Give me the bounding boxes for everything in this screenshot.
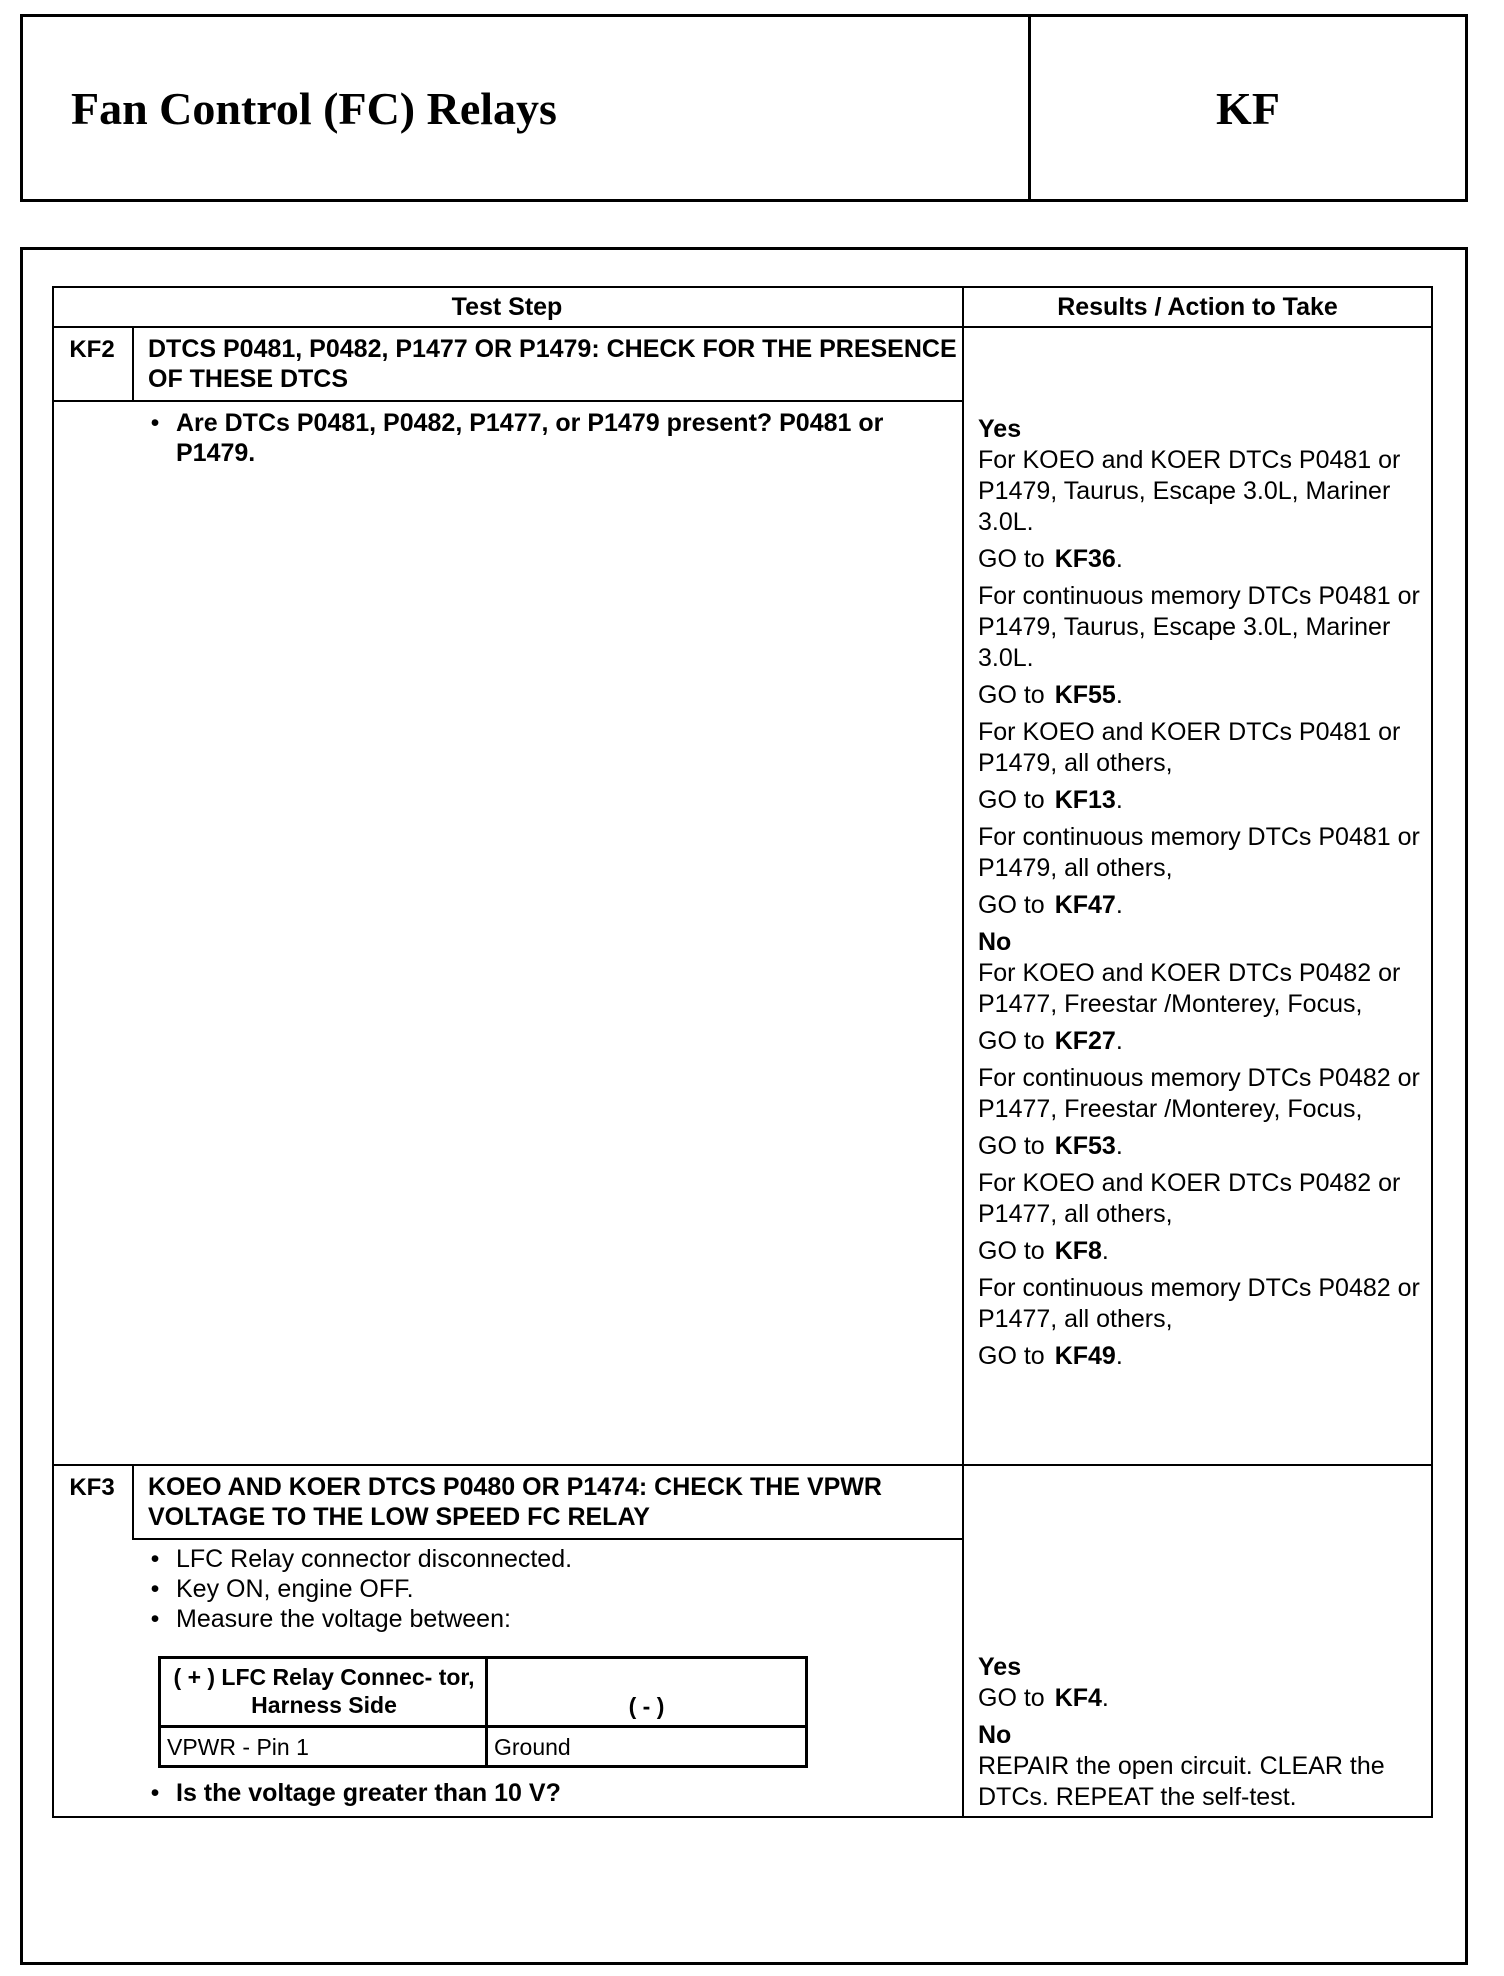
- bullet-icon: •: [150, 409, 160, 437]
- bullet-icon: •: [150, 1575, 160, 1603]
- step-id-kf2: KF2: [69, 336, 115, 363]
- goto-line: [978, 1131, 1426, 1162]
- result-text: For KOEO and KOER DTCs P0481 or P1479, all others,: [978, 718, 1401, 777]
- list-item: [134, 1574, 954, 1604]
- result-text: For KOEO and KOER DTCs P0482 or P1477, all others,: [978, 1169, 1401, 1228]
- result-text: For continuous memory DTCs P0481 or P1479, all others,: [978, 823, 1420, 882]
- measurement-table: [158, 1656, 808, 1768]
- goto-text: GO to: [978, 1132, 1045, 1160]
- list-item: [134, 1778, 954, 1808]
- no-text: REPAIR the open circuit. CLEAR the DTCs. REPEAT the self-test.: [978, 1752, 1385, 1811]
- meas-negative: Ground: [494, 1734, 571, 1760]
- no-label: No: [978, 1721, 1012, 1749]
- yes-label: Yes: [978, 415, 1022, 443]
- bullet-text: LFC Relay connector disconnected.: [176, 1545, 573, 1573]
- yes-label: Yes: [978, 1653, 1022, 1681]
- goto-line: [978, 785, 1426, 816]
- section-code: KF: [1028, 17, 1465, 199]
- goto-end: .: [1115, 1342, 1123, 1370]
- result-text: For continuous memory DTCs P0482 or P1477, all others,: [978, 1274, 1420, 1333]
- goto-text: GO to: [978, 1027, 1045, 1055]
- step-title-kf2: DTCS P0481, P0482, P1477 OR P1479: CHECK FOR THE PRESENCE OF THESE DTCS: [148, 335, 957, 393]
- goto-line: [978, 890, 1426, 921]
- goto-end: .: [1115, 545, 1123, 573]
- page-header: [20, 14, 1468, 202]
- results-kf2: [964, 408, 1426, 1378]
- bullet-icon: •: [150, 1779, 160, 1807]
- goto-line: [978, 1341, 1426, 1372]
- meas-positive: VPWR - Pin 1: [167, 1734, 309, 1760]
- bullet-text: Key ON, engine OFF.: [176, 1575, 414, 1603]
- column-header-test-step: Test Step: [451, 292, 563, 321]
- step-body-kf2: [134, 408, 954, 468]
- goto-text: GO to: [978, 1237, 1045, 1265]
- goto-target: KF27: [1054, 1027, 1116, 1055]
- goto-target: KF53: [1054, 1132, 1116, 1160]
- goto-line: [978, 544, 1426, 575]
- bullet-text: Measure the voltage between:: [176, 1605, 511, 1633]
- goto-text: GO to: [978, 786, 1045, 814]
- list-item: [134, 1604, 954, 1634]
- goto-target: KF55: [1054, 681, 1116, 709]
- goto-line: [978, 1683, 1426, 1714]
- goto-text: GO to: [978, 1342, 1045, 1370]
- bullet-icon: •: [150, 1545, 160, 1573]
- result-text: For continuous memory DTCs P0482 or P1477, Freestar /Monterey, Focus,: [978, 1064, 1420, 1123]
- results-kf3: [964, 1646, 1426, 1813]
- no-label: No: [978, 928, 1012, 956]
- list-item: [134, 1544, 954, 1574]
- goto-text: GO to: [978, 891, 1045, 919]
- step-title-kf3: KOEO AND KOER DTCS P0480 OR P1474: CHECK THE VPWR VOLTAGE TO THE LOW SPEED FC RELAY: [148, 1473, 882, 1531]
- goto-target: KF49: [1054, 1342, 1116, 1370]
- step-id-kf3: KF3: [69, 1474, 115, 1501]
- yes-results: [978, 445, 1426, 921]
- goto-text: GO to: [978, 1684, 1045, 1712]
- goto-target: KF36: [1054, 545, 1116, 573]
- result-text: For continuous memory DTCs P0481 or P1479, Taurus, Escape 3.0L, Mariner 3.0L.: [978, 582, 1420, 672]
- goto-target: KF8: [1054, 1237, 1102, 1265]
- result-text: For KOEO and KOER DTCs P0482 or P1477, Freestar /Monterey, Focus,: [978, 959, 1401, 1018]
- goto-target: KF4: [1054, 1684, 1102, 1712]
- step-question: Is the voltage greater than 10 V?: [176, 1779, 561, 1807]
- goto-target: KF47: [1054, 891, 1116, 919]
- step-body-kf3: [134, 1544, 954, 1634]
- goto-line: [978, 1026, 1426, 1057]
- page-title: Fan Control (FC) Relays: [71, 82, 557, 134]
- goto-end: .: [1115, 681, 1123, 709]
- goto-target: KF13: [1054, 786, 1116, 814]
- column-header-results: Results / Action to Take: [1057, 292, 1338, 321]
- goto-end: .: [1101, 1237, 1109, 1265]
- goto-line: [978, 680, 1426, 711]
- list-item: [134, 408, 954, 468]
- goto-line: [978, 1236, 1426, 1267]
- goto-end: .: [1115, 786, 1123, 814]
- goto-end: .: [1115, 891, 1123, 919]
- goto-text: GO to: [978, 681, 1045, 709]
- bullet-icon: •: [150, 1605, 160, 1633]
- result-text: For KOEO and KOER DTCs P0481 or P1479, Taurus, Escape 3.0L, Mariner 3.0L.: [978, 446, 1401, 536]
- meas-header-positive: ( + ) LFC Relay Connec- tor, Harness Side: [173, 1664, 475, 1718]
- step-question-kf3: [134, 1778, 954, 1808]
- goto-end: .: [1115, 1027, 1123, 1055]
- goto-end: .: [1101, 1684, 1109, 1712]
- no-results: [978, 958, 1426, 1372]
- goto-text: GO to: [978, 545, 1045, 573]
- step-question: Are DTCs P0481, P0482, P1477, or P1479 present? P0481 or P1479.: [176, 409, 884, 467]
- goto-end: .: [1115, 1132, 1123, 1160]
- meas-header-negative: ( - ): [628, 1693, 665, 1719]
- diagnostic-table: [52, 286, 1433, 1818]
